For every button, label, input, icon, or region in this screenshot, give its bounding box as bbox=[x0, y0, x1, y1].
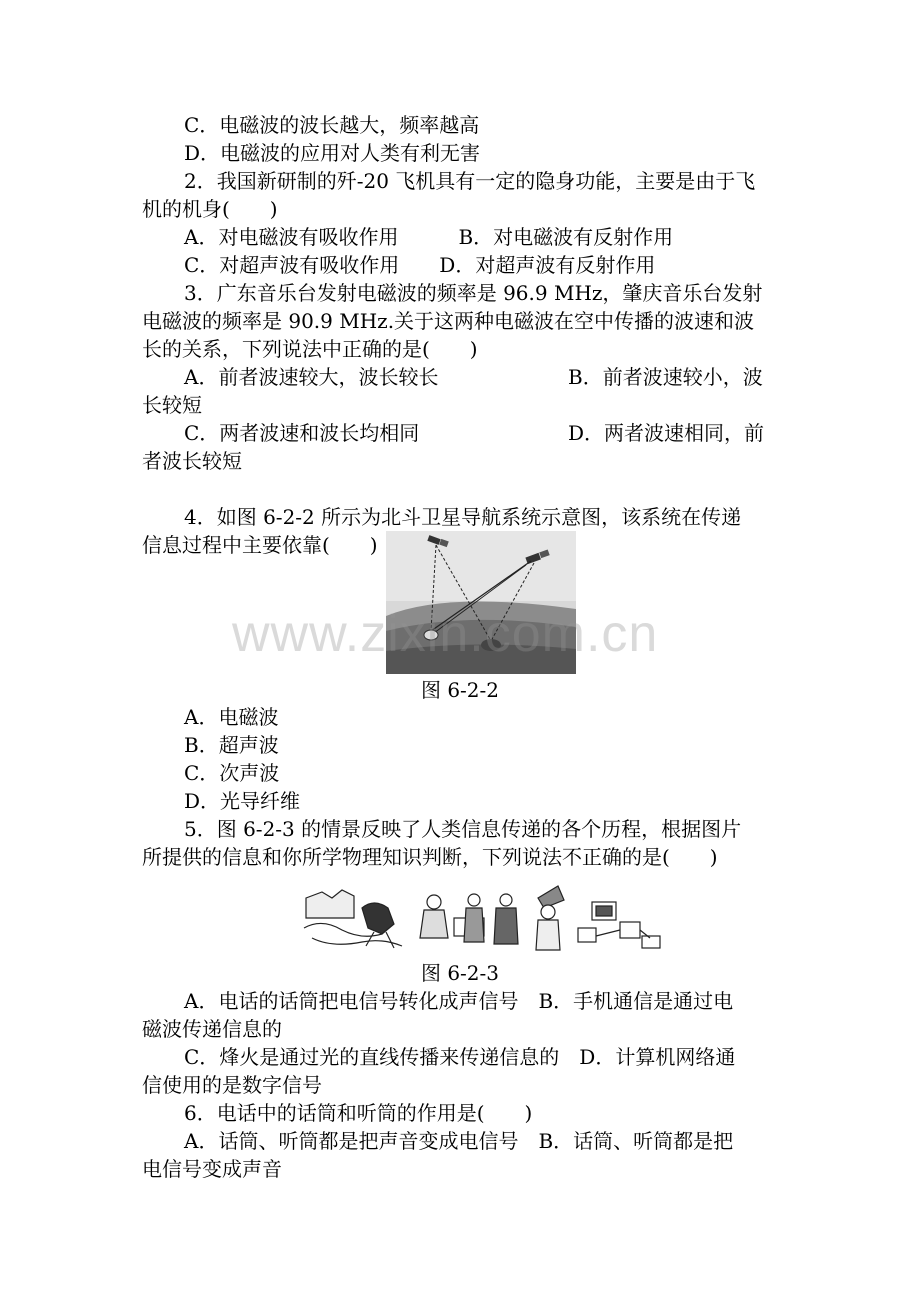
question-2-line-2: 机的机身( ) bbox=[142, 197, 278, 221]
figure-caption-6-2-3: 图 6-2-3 bbox=[420, 961, 500, 985]
question-2-options-ab: A．对电磁波有吸收作用 B．对电磁波有反射作用 bbox=[184, 225, 674, 249]
question-2-options-cd: C．对超声波有吸收作用 D．对超声波有反射作用 bbox=[184, 253, 656, 277]
watermark: www.zixin.com.cn bbox=[232, 605, 659, 663]
question-4-option-b: B．超声波 bbox=[184, 733, 279, 757]
question-4-option-d: D．光导纤维 bbox=[184, 789, 301, 813]
question-5-options-ab-cont: 磁波传递信息的 bbox=[142, 1017, 282, 1041]
question-4-line-2: 信息过程中主要依靠( ) bbox=[142, 533, 378, 557]
question-5-line-2: 所提供的信息和你所学物理知识判断，下列说法不正确的是( ) bbox=[142, 845, 718, 869]
question-3-option-d-cont: 者波长较短 bbox=[142, 449, 242, 473]
communication-history-figure bbox=[302, 878, 666, 958]
question-4-line-1: 4．如图 6-2-2 所示为北斗卫星导航系统示意图，该系统在传递 bbox=[184, 505, 742, 529]
question-3-option-d: D．两者波速相同，前 bbox=[568, 421, 765, 445]
question-6-options-ab: A．话筒、听筒都是把声音变成电信号 B．话筒、听筒都是把 bbox=[184, 1129, 734, 1153]
question-5-options-ab: A．电话的话筒把电信号转化成声信号 B．手机通信是通过电 bbox=[184, 989, 734, 1013]
question-5-options-cd-cont: 信使用的是数字信号 bbox=[142, 1073, 322, 1097]
line-d-option: D．电磁波的应用对人类有利无害 bbox=[184, 141, 481, 165]
question-4-option-c: C．次声波 bbox=[184, 761, 280, 785]
question-5-line-1: 5．图 6-2-3 的情景反映了人类信息传递的各个历程，根据图片 bbox=[184, 817, 742, 841]
question-3-option-c: C．两者波速和波长均相同 bbox=[184, 421, 420, 445]
question-6-line-1: 6．电话中的话筒和听筒的作用是( ) bbox=[184, 1101, 533, 1125]
question-6-options-ab-cont: 电信号变成声音 bbox=[142, 1157, 282, 1181]
question-3-option-b: B．前者波速较小，波 bbox=[568, 365, 763, 389]
question-3-line-2: 电磁波的频率是 90.9 MHz.关于这两种电磁波在空中传播的波速和波 bbox=[142, 309, 755, 333]
line-c-option: C．电磁波的波长越大，频率越高 bbox=[184, 113, 480, 137]
communication-history-graphic bbox=[302, 878, 666, 958]
figure-caption-6-2-2: 图 6-2-2 bbox=[420, 678, 500, 702]
question-3-line-3: 长的关系，下列说法中正确的是( ) bbox=[142, 337, 478, 361]
question-5-options-cd: C．烽火是通过光的直线传播来传递信息的 D．计算机网络通 bbox=[184, 1045, 736, 1069]
question-3-line-1: 3．广东音乐台发射电磁波的频率是 96.9 MHz，肇庆音乐台发射 bbox=[184, 281, 763, 305]
question-2-line-1: 2．我国新研制的歼-20 飞机具有一定的隐身功能，主要是由于飞 bbox=[184, 169, 756, 193]
question-3-option-a: A．前者波速较大，波长较长 bbox=[184, 365, 439, 389]
question-3-option-b-cont: 长较短 bbox=[142, 393, 202, 417]
question-4-option-a: A．电磁波 bbox=[184, 705, 279, 729]
